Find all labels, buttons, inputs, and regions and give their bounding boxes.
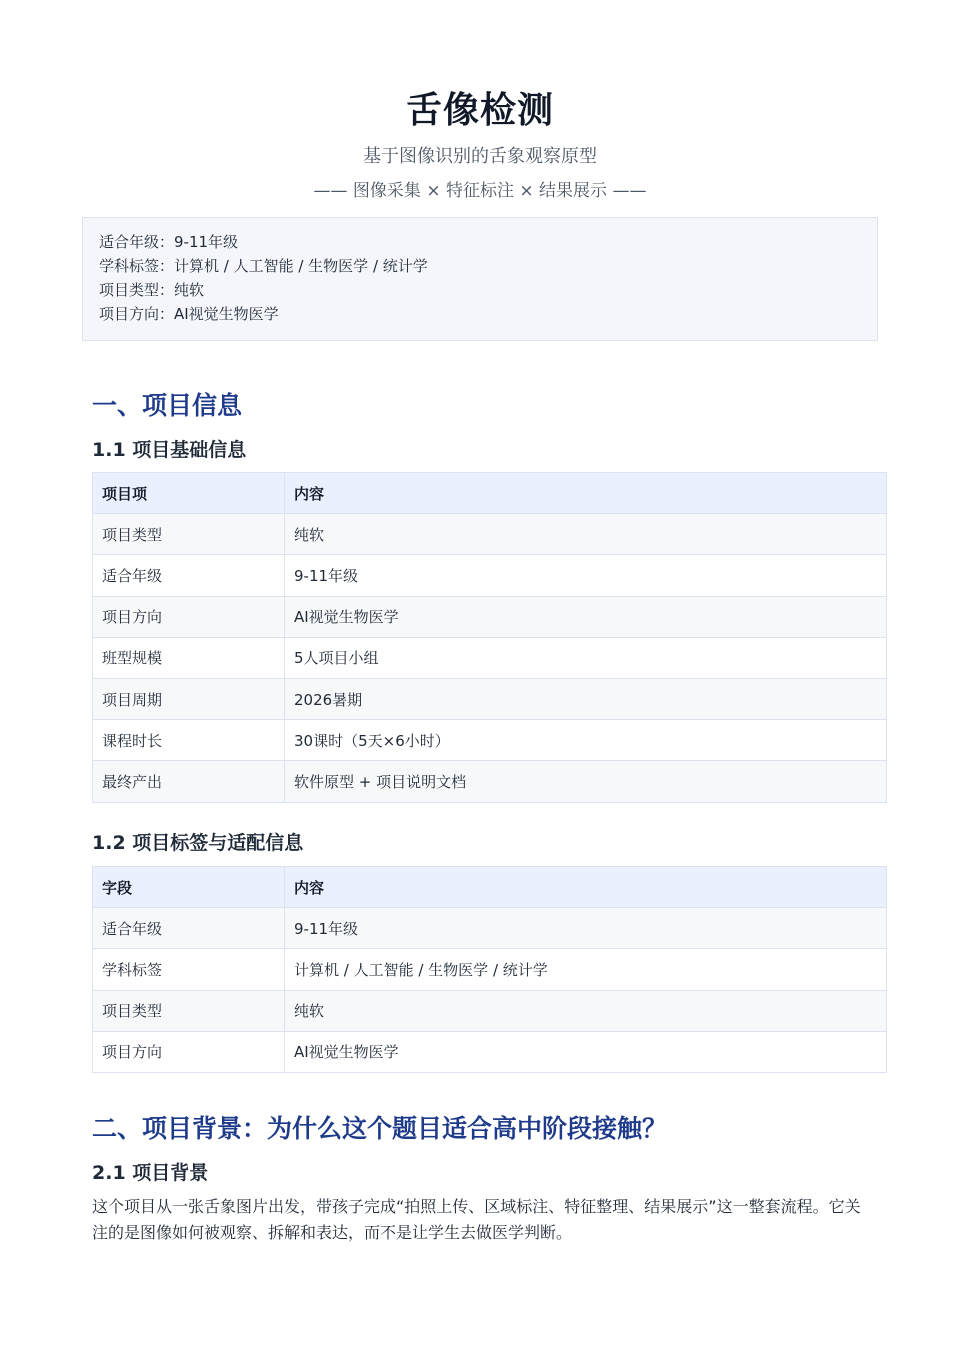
column-header: 内容 — [285, 867, 887, 908]
row-label: 项目方向 — [93, 596, 285, 637]
row-value: AI视觉生物医学 — [285, 596, 887, 637]
row-value: 9-11年级 — [285, 555, 887, 596]
table-row — [93, 720, 887, 761]
meta-type: 项目类型：纯软 — [99, 281, 205, 299]
row-value: 9-11年级 — [285, 908, 887, 949]
row-label: 学科标签 — [93, 949, 285, 990]
section-1-heading: 一、项目信息 — [92, 391, 243, 420]
table-row — [93, 990, 887, 1031]
column-header: 项目项 — [93, 473, 285, 514]
table-row — [93, 514, 887, 555]
column-header: 内容 — [285, 473, 887, 514]
project-meta-box — [82, 217, 878, 341]
table-row — [93, 908, 887, 949]
row-label: 项目类型 — [93, 514, 285, 555]
row-value: 纯软 — [285, 990, 887, 1031]
table-row — [93, 949, 887, 990]
row-label: 项目周期 — [93, 678, 285, 719]
meta-grade: 适合年级：9-11年级 — [99, 233, 239, 251]
document-title: 舌像检测 — [405, 90, 554, 131]
section-1-2-heading: 1.2 项目标签与适配信息 — [92, 832, 304, 854]
row-value: AI视觉生物医学 — [285, 1031, 887, 1072]
section-2-1-heading: 2.1 项目背景 — [92, 1162, 209, 1184]
table-header-row — [93, 473, 887, 514]
row-value: 软件原型 + 项目说明文档 — [285, 761, 887, 802]
document-tagline: —— 图像采集 × 特征标注 × 结果展示 —— — [313, 181, 647, 201]
row-value: 30课时（5天×6小时） — [285, 720, 887, 761]
table-row — [93, 678, 887, 719]
section-2-heading: 二、项目背景：为什么这个题目适合高中阶段接触？ — [92, 1114, 668, 1143]
row-label: 课程时长 — [93, 720, 285, 761]
tag-info-table — [92, 866, 887, 1073]
table-row — [93, 555, 887, 596]
background-paragraph: 这个项目从一张舌象图片出发，带孩子完成“拍照上传、区域标注、特征整理、结果展示”这一整套流程。它关注的是图像如何被观察、拆解和表达，而不是让学生去做医学判断。 — [92, 1197, 861, 1242]
row-label: 最终产出 — [93, 761, 285, 802]
table-header-row — [93, 867, 887, 908]
row-value: 纯软 — [285, 514, 887, 555]
meta-subjects: 学科标签：计算机 / 人工智能 / 生物医学 / 统计学 — [99, 257, 428, 275]
row-value: 2026暑期 — [285, 678, 887, 719]
row-value: 5人项目小组 — [285, 637, 887, 678]
row-value: 计算机 / 人工智能 / 生物医学 / 统计学 — [285, 949, 887, 990]
row-label: 适合年级 — [93, 555, 285, 596]
row-label: 班型规模 — [93, 637, 285, 678]
table-row — [93, 761, 887, 802]
row-label: 项目类型 — [93, 990, 285, 1031]
document-subtitle: 基于图像识别的舌象观察原型 — [363, 146, 597, 167]
section-1-1-heading: 1.1 项目基础信息 — [92, 439, 247, 461]
basic-info-table — [92, 472, 887, 803]
column-header: 字段 — [93, 867, 285, 908]
meta-direction: 项目方向：AI视觉生物医学 — [99, 305, 279, 323]
row-label: 项目方向 — [93, 1031, 285, 1072]
table-row — [93, 596, 887, 637]
table-row — [93, 1031, 887, 1072]
row-label: 适合年级 — [93, 908, 285, 949]
table-row — [93, 637, 887, 678]
